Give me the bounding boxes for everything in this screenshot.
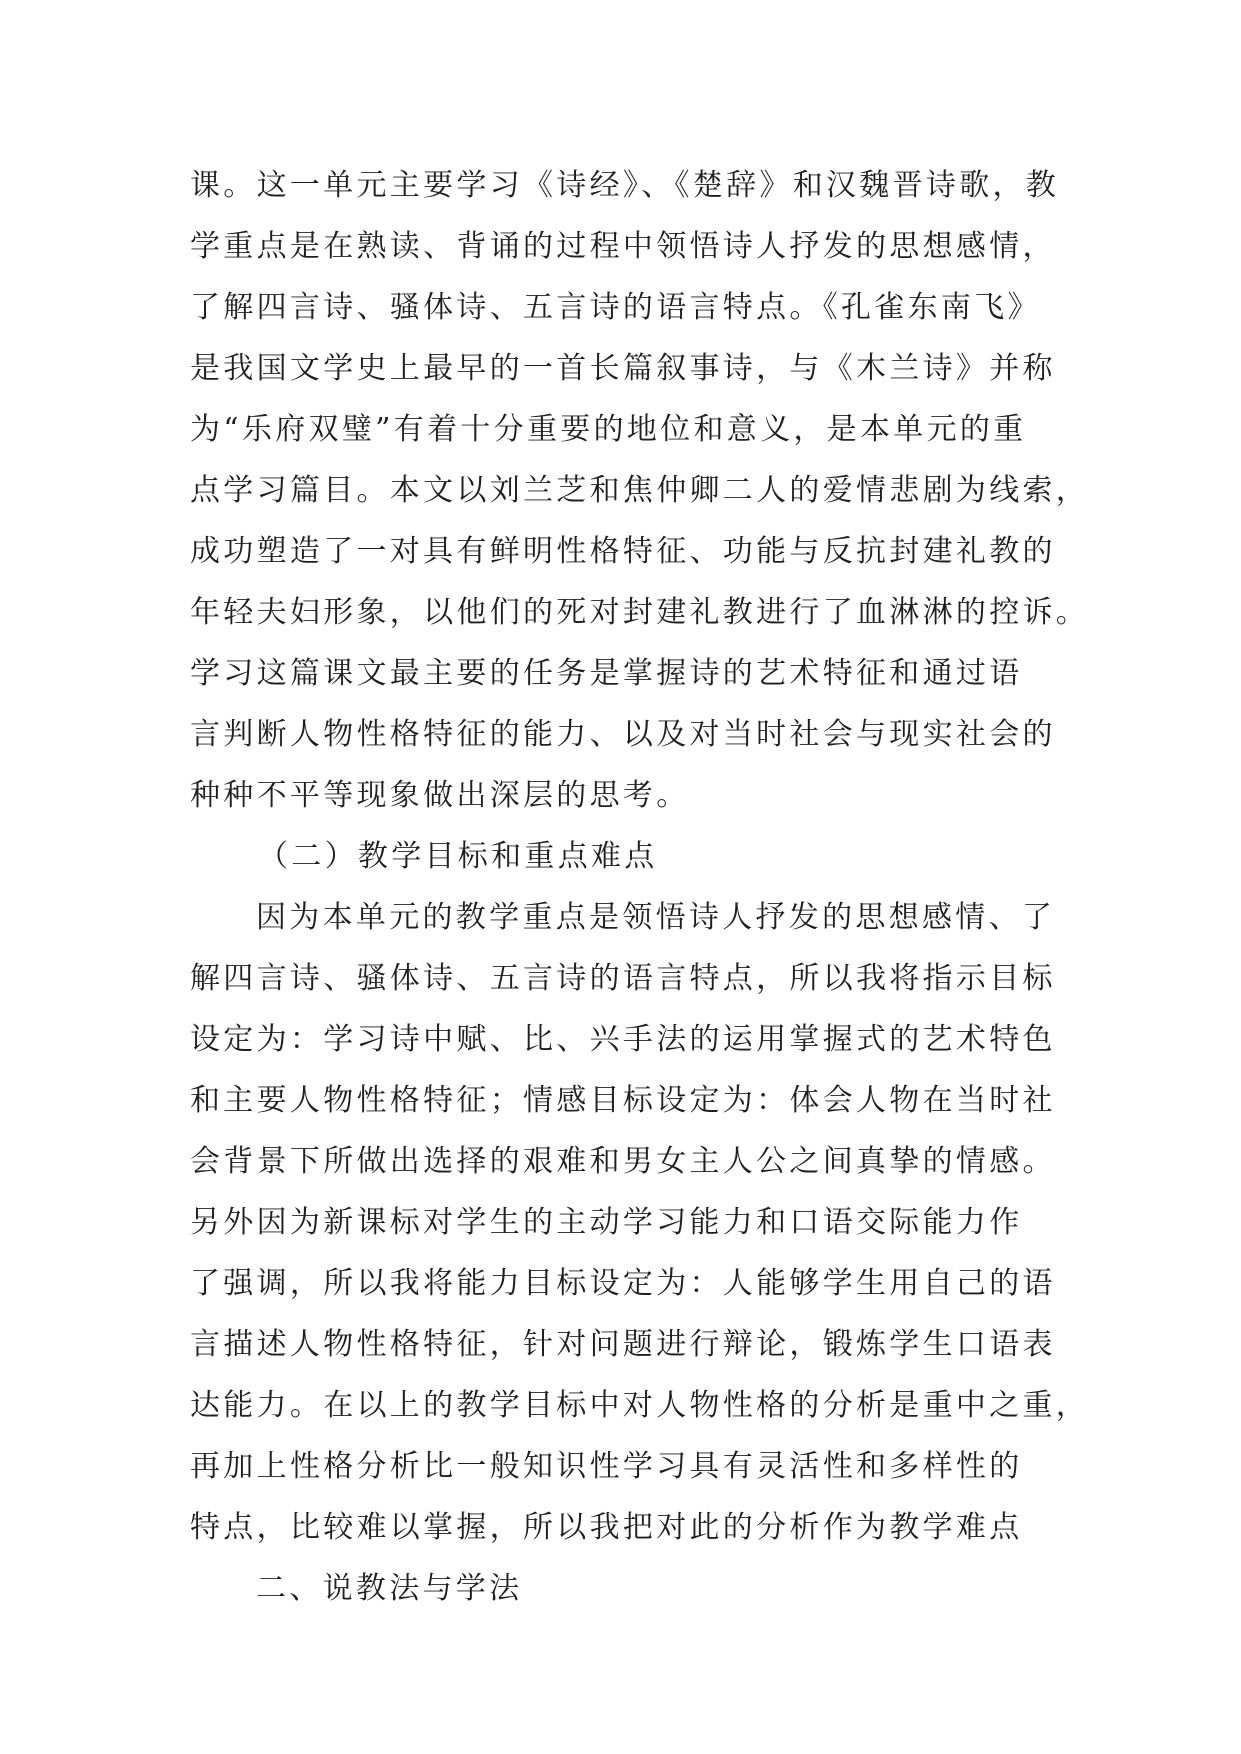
text-line: 设定为：学习诗中赋、比、兴手法的运用掌握式的艺术特色 [190, 1022, 1056, 1057]
text-line: 学习这篇课文最主要的任务是掌握诗的艺术特征和通过语 [190, 656, 1023, 691]
text-line: 是我国文学史上最早的一首长篇叙事诗，与《木兰诗》并称 [190, 351, 1056, 386]
text-line: 学重点是在熟读、背诵的过程中领悟诗人抒发的思想感情， [190, 229, 1056, 264]
text-line: 成功塑造了一对具有鲜明性格特征、功能与反抗封建礼教的 [190, 534, 1056, 569]
text-line: 另外因为新课标对学生的主动学习能力和口语交际能力作 [190, 1205, 1023, 1240]
text-line: 再加上性格分析比一般知识性学习具有灵活性和多样性的 [190, 1449, 1023, 1484]
section-heading: （二）教学目标和重点难点 [258, 839, 658, 874]
text-line: 和主要人物性格特征；情感目标设定为：体会人物在当时社 [190, 1083, 1056, 1118]
text-line: 解四言诗、骚体诗、五言诗的语言特点，所以我将指示目标 [190, 961, 1056, 996]
text-line: 种种不平等现象做出深层的思考。 [190, 778, 690, 813]
text-line: 言判断人物性格特征的能力、以及对当时社会与现实社会的 [190, 717, 1056, 752]
text-line: 为“乐府双璧”有着十分重要的地位和意义，是本单元的重 [190, 412, 1027, 447]
text-line: 了解四言诗、骚体诗、五言诗的语言特点。《孔雀东南飞》 [190, 290, 1041, 325]
text-line: 了强调，所以我将能力目标设定为：人能够学生用自己的语 [190, 1266, 1056, 1301]
text-line: 年轻夫妇形象，以他们的死对封建礼教进行了血淋淋的控诉。 [190, 595, 1090, 630]
paragraph-first-line: 因为本单元的教学重点是领悟诗人抒发的思想感情、了 [256, 900, 1056, 935]
text-line: 课。这一单元主要学习《诗经》、《楚辞》和汉魏晋诗歌，教 [190, 168, 1060, 203]
text-line: 点学习篇目。本文以刘兰芝和焦仲卿二人的爱情悲剧为线索， [190, 473, 1090, 508]
text-line: 特点，比较难以掌握，所以我把对此的分析作为教学难点 [190, 1510, 1023, 1545]
section-heading: 二、说教法与学法 [256, 1571, 523, 1606]
text-line: 达能力。在以上的教学目标中对人物性格的分析是重中之重， [190, 1388, 1090, 1423]
text-line: 言描述人物性格特征，针对问题进行辩论，锻炼学生口语表 [190, 1327, 1056, 1362]
body-text [190, 155, 1090, 1619]
text-line: 会背景下所做出选择的艰难和男女主人公之间真挚的情感。 [190, 1144, 1056, 1179]
